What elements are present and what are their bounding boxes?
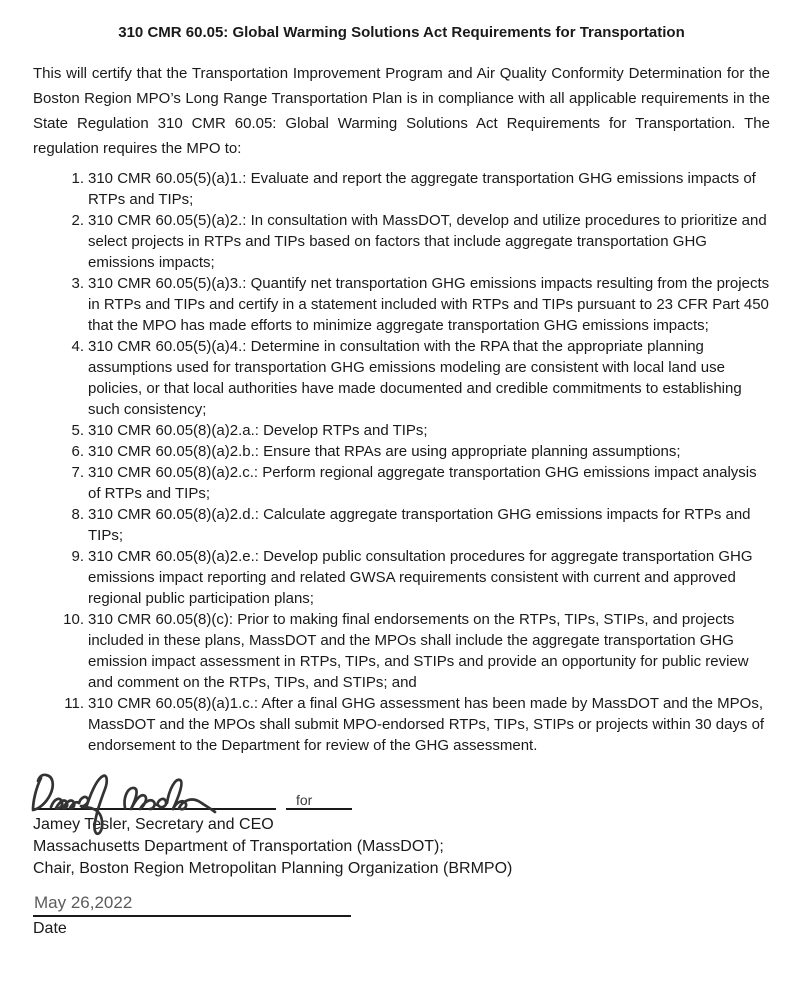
- requirement-item: 310 CMR 60.05(5)(a)1.: Evaluate and report the aggregate transportation GHG emissions impacts of RTPs and TIPs;: [88, 170, 756, 208]
- intro-paragraph: This will certify that the Transportation Improvement Program and Air Quality Conformity Determination for the Boston Region MPO’s Long Range Transportation Plan is in compliance with all applicable requirements in the State Regulation 310 CMR 60.05: Global Warming Solutions Act Requirements for Transportation. The regulation requires the MPO to:: [33, 65, 770, 157]
- requirement-item: 310 CMR 60.05(5)(a)2.: In consultation with MassDOT, develop and utilize procedures to prioritize and select projects in RTPs and TIPs based on factors that include aggregate transportation GHG emissions impacts;: [88, 212, 767, 271]
- signature-line: [33, 808, 276, 810]
- document-title: 310 CMR 60.05: Global Warming Solutions Act Requirements for Transportation: [118, 24, 685, 41]
- requirements-list: [33, 168, 770, 756]
- requirement-item: 310 CMR 60.05(8)(a)1.c.: After a final GHG assessment has been made by MassDOT and the MPOs, MassDOT and the MPOs shall submit MPO-endorsed RTPs, TIPs, STIPs or projects within 30 days of endorsement to the Department for review of the GHG assessment.: [88, 695, 765, 754]
- signatory-organization: Massachusetts Department of Transportation (MassDOT);: [33, 838, 444, 855]
- date-block: [33, 893, 770, 938]
- requirement-item: 310 CMR 60.05(8)(a)2.a.: Develop RTPs and TIPs;: [88, 422, 428, 439]
- requirement-item: 310 CMR 60.05(8)(c): Prior to making final endorsements on the RTPs, TIPs, STIPs, and projects included in these plans, MassDOT and the MPOs shall include the aggregate transportation GHG emission impact assessment in RTPs, TIPs, and STIPs and provide an opportunity for public review and comment on the RTPs, TIPs, and STIPs; and: [88, 611, 749, 691]
- signature-line-row: [33, 792, 770, 810]
- requirement-item: 310 CMR 60.05(8)(a)2.c.: Perform regional aggregate transportation GHG emissions impact analysis of RTPs and TIPs;: [88, 464, 757, 502]
- requirement-item: 310 CMR 60.05(8)(a)2.e.: Develop public consultation procedures for aggregate transportation GHG emissions impact reporting and related GWSA requirements consistent with current and approved regional public participation plans;: [88, 548, 753, 607]
- requirement-item: 310 CMR 60.05(5)(a)4.: Determine in consultation with the RPA that the appropriate planning assumptions used for transportation GHG emissions modeling are consistent with local land use policies, or that local authorities have made documented and credible commitments to establishing such consistency;: [88, 338, 742, 418]
- requirement-item: 310 CMR 60.05(8)(a)2.b.: Ensure that RPAs are using appropriate planning assumptions;: [88, 443, 681, 460]
- signatory-name: Jamey Tesler, Secretary and CEO: [33, 816, 274, 833]
- date-label: Date: [33, 920, 67, 937]
- date-value: May 26,2022: [33, 893, 351, 917]
- requirement-item: 310 CMR 60.05(8)(a)2.d.: Calculate aggregate transportation GHG emissions impacts for RTPs and TIPs;: [88, 506, 751, 544]
- signatory-chair-title: Chair, Boston Region Metropolitan Planning Organization (BRMPO): [33, 860, 513, 877]
- for-label: for: [296, 792, 313, 808]
- signature-block: [33, 792, 770, 880]
- for-line: [286, 792, 352, 810]
- signatory-info: [33, 814, 770, 880]
- requirement-item: 310 CMR 60.05(5)(a)3.: Quantify net transportation GHG emissions impacts resulting from the projects in RTPs and TIPs and certify in a statement included with RTPs and TIPs pursuant to 23 CFR Part 450 that the MPO has made efforts to minimize aggregate transportation GHG emissions impacts;: [88, 275, 770, 334]
